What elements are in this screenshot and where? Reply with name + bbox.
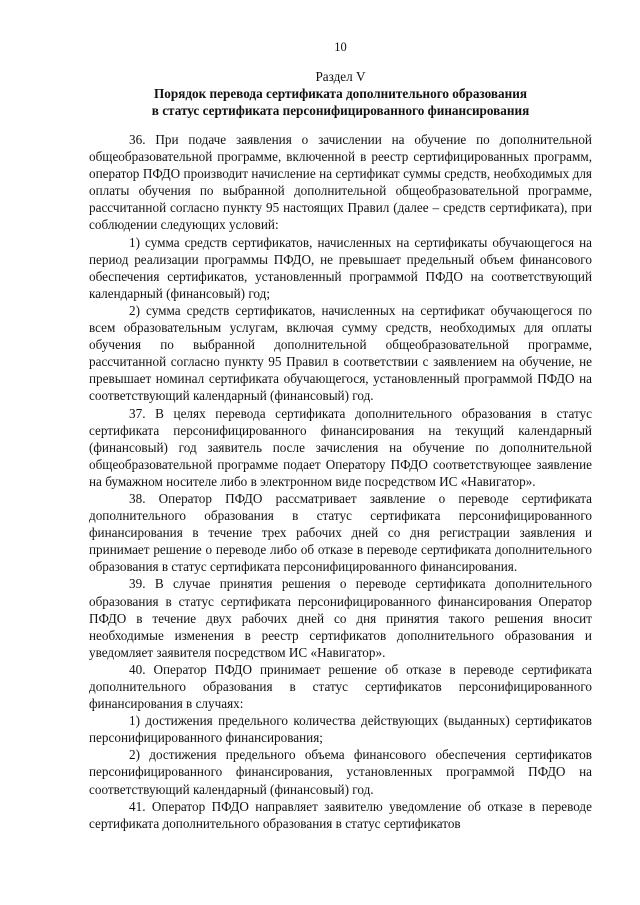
paragraph-40: 40. Оператор ПФДО принимает решение об отказе в переводе сертификата дополнительного образования в статус сертификатов персонифицированного финансирования в случаях: <box>89 661 592 712</box>
section-label: Раздел V <box>315 69 366 84</box>
section-title-line-2: в статус сертификата персонифицированного финансирования <box>151 103 530 118</box>
paragraph-36-item-1: 1) сумма средств сертификатов, начисленных на сертификаты обучающегося на период реализации программы ПФДО, не превышает предельный объем финансового обеспечения сертификатов, установленный программой ПФДО на соответствующий календарный (финансовый) год; <box>89 234 592 301</box>
page-number: 10 <box>334 40 347 54</box>
body-text <box>89 131 592 832</box>
paragraph-36: 36. При подаче заявления о зачислении на обучение по дополнительной общеобразовательной программе, включенной в реестр сертифицированных программ, оператор ПФДО производит начисление на сертификат суммы средств, необходимых для оплаты обучения по выбранной дополнительной общеобразовательной программе, рассчитанной согласно пункту 95 настоящих Правил (далее – средств сертификата), при соблюдении следующих условий: <box>89 132 592 233</box>
section-heading <box>89 68 592 119</box>
paragraph-40-item-1: 1) достижения предельного количества действующих (выданных) сертификатов персонифицированного финансирования; <box>89 713 592 746</box>
paragraph-39: 39. В случае принятия решения о переводе сертификата дополнительного образования в статус сертификата персонифицированного финансирования Оператор ПФДО в течение двух рабочих дней со дня принятия такого решения вносит необходимые изменения в реестр сертификатов дополнительного образования и уведомляет заявителя посредством ИС «Навигатор». <box>89 576 592 660</box>
paragraph-37: 37. В целях перевода сертификата дополнительного образования в статус сертификата персонифицированного финансирования на текущий календарный (финансовый) год заявитель после зачисления на обучение по дополнительной общеобразовательной программе подает Оператору ПФДО соответствующее заявление на бумажном носителе либо в электронном виде посредством ИС «Навигатор». <box>89 405 592 489</box>
paragraph-40-item-2: 2) достижения предельного объема финансового обеспечения сертификатов персонифицированного финансирования, установленных программой ПФДО на соответствующий календарный (финансовый) год. <box>89 747 592 797</box>
paragraph-41: 41. Оператор ПФДО направляет заявителю уведомление об отказе в переводе сертификата дополнительного образования в статус сертификатов <box>89 798 592 831</box>
paragraph-36-item-2: 2) сумма средств сертификатов, начисленных на сертификат обучающегося по всем образовательным услугам, включая сумму средств, необходимых для оплаты обучения по выбранной дополнительной общеобразовательной программе, рассчитанной согласно пункту 95 Правил в соответствии с заявлением на обучение, не превышает номинал сертификата обучающегося, установленный программой ПФДО на соответствующий календарный (финансовый) год. <box>89 302 592 404</box>
section-title-line-1: Порядок перевода сертификата дополнительного образования <box>154 86 527 101</box>
paragraph-38: 38. Оператор ПФДО рассматривает заявление о переводе сертификата дополнительного образования в статус сертификата персонифицированного финансирования в течение трех рабочих дней со дня регистрации заявления и принимает решение о переводе либо об отказе в переводе сертификата дополнительного образования в статус сертификата персонифицированного финансирования. <box>89 490 592 575</box>
